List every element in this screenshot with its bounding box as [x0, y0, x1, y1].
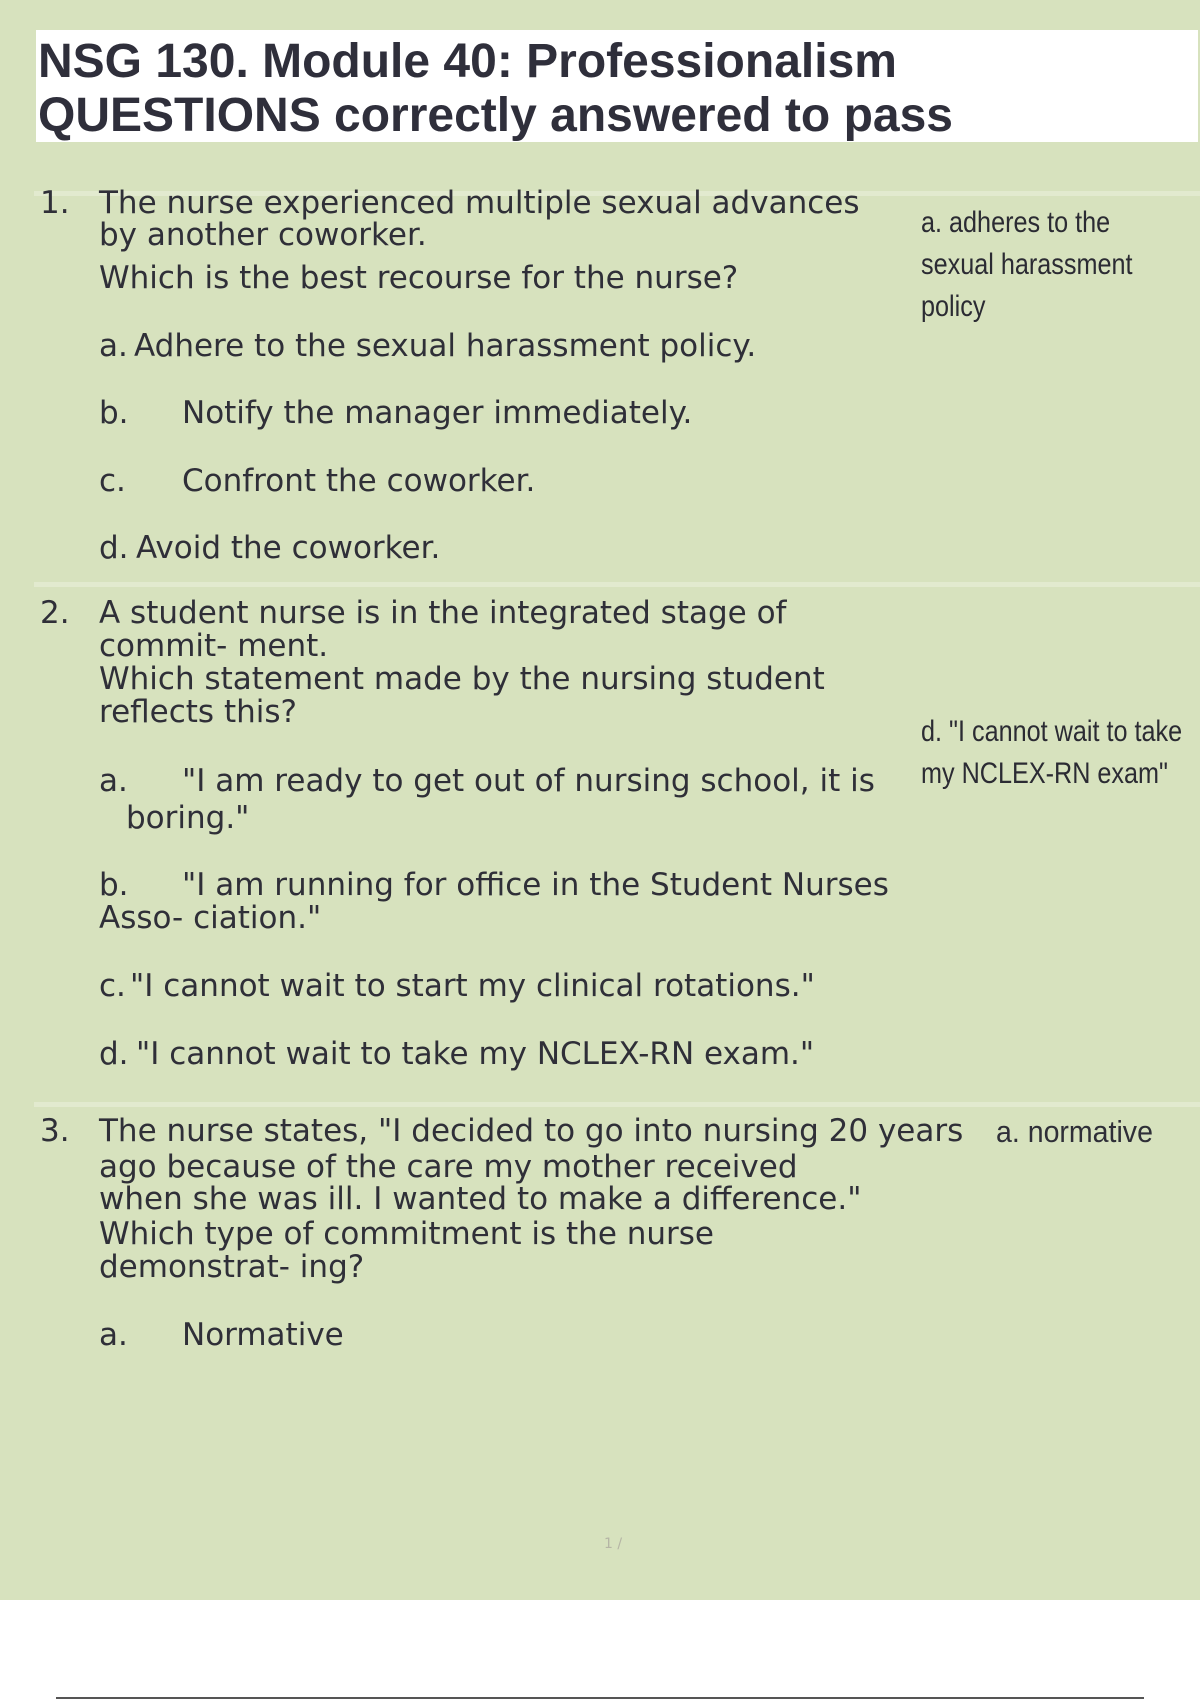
answer-note-line: d. "I cannot wait to take — [921, 715, 1183, 748]
question-stem-line: reflects this? — [99, 694, 297, 730]
option-text: Adhere to the sexual harassment policy. — [134, 328, 757, 364]
question-stem-line: A student nurse is in the integrated stage of — [99, 595, 787, 631]
question-divider — [34, 1102, 1200, 1107]
question-number: 2. — [40, 595, 70, 631]
option-letter: b. — [99, 395, 129, 431]
option-letter: a. — [99, 763, 128, 799]
option-text-continuation: boring." — [126, 800, 250, 836]
option-letter: d. — [99, 1036, 129, 1072]
question-number: 3. — [40, 1113, 70, 1149]
answer-note-line: my NCLEX-RN exam" — [921, 757, 1168, 790]
option-text: "I cannot wait to start my clinical rotations." — [130, 968, 815, 1004]
option-text: "I am ready to get out of nursing school, it is — [182, 763, 875, 799]
question-divider — [34, 582, 1200, 587]
question-stem-line: commit- ment. — [99, 628, 329, 664]
option-letter: a. — [99, 328, 128, 364]
question-stem-line: demonstrat- ing? — [99, 1249, 365, 1285]
question-stem-line: by another coworker. — [99, 217, 427, 253]
question-stem-line: The nurse states, "I decided to go into nursing 20 years — [99, 1113, 964, 1149]
title-box — [36, 30, 1198, 142]
page-title-line-1: NSG 130. Module 40: Professionalism — [38, 35, 897, 88]
answer-note: a. normative — [996, 1114, 1153, 1149]
option-letter: d. — [99, 530, 129, 566]
footer-rule — [56, 1697, 1144, 1699]
question-number: 1. — [40, 185, 70, 221]
option-text: "I cannot wait to take my NCLEX-RN exam." — [136, 1036, 815, 1072]
question-stem-line: Which type of commitment is the nurse — [99, 1216, 715, 1252]
option-text: Notify the manager immediately. — [182, 395, 693, 431]
question-stem-line: The nurse experienced multiple sexual advances — [99, 185, 860, 221]
option-text: Avoid the coworker. — [136, 530, 441, 566]
option-letter: c. — [99, 968, 126, 1004]
question-stem-line: Which statement made by the nursing student — [99, 661, 825, 697]
answer-note-line: a. adheres to the — [921, 206, 1111, 239]
answer-note-line: sexual harassment — [921, 248, 1133, 281]
option-letter: b. — [99, 867, 129, 903]
question-stem-line: Which is the best recourse for the nurse? — [99, 260, 739, 296]
option-text: Normative — [182, 1317, 344, 1353]
question-stem-line: when she was ill. I wanted to make a difference." — [99, 1181, 862, 1217]
option-text-continuation: Asso- ciation." — [99, 900, 322, 936]
option-letter: a. — [99, 1317, 128, 1353]
option-text: "I am running for office in the Student Nurses — [182, 867, 889, 903]
option-letter: c. — [99, 463, 126, 499]
page-title-line-2: QUESTIONS correctly answered to pass — [38, 89, 953, 142]
answer-note-line: policy — [921, 290, 986, 323]
page-number: 1 / — [604, 1536, 623, 1552]
option-text: Confront the coworker. — [182, 463, 536, 499]
question-stem-line: ago because of the care my mother received — [99, 1149, 798, 1185]
